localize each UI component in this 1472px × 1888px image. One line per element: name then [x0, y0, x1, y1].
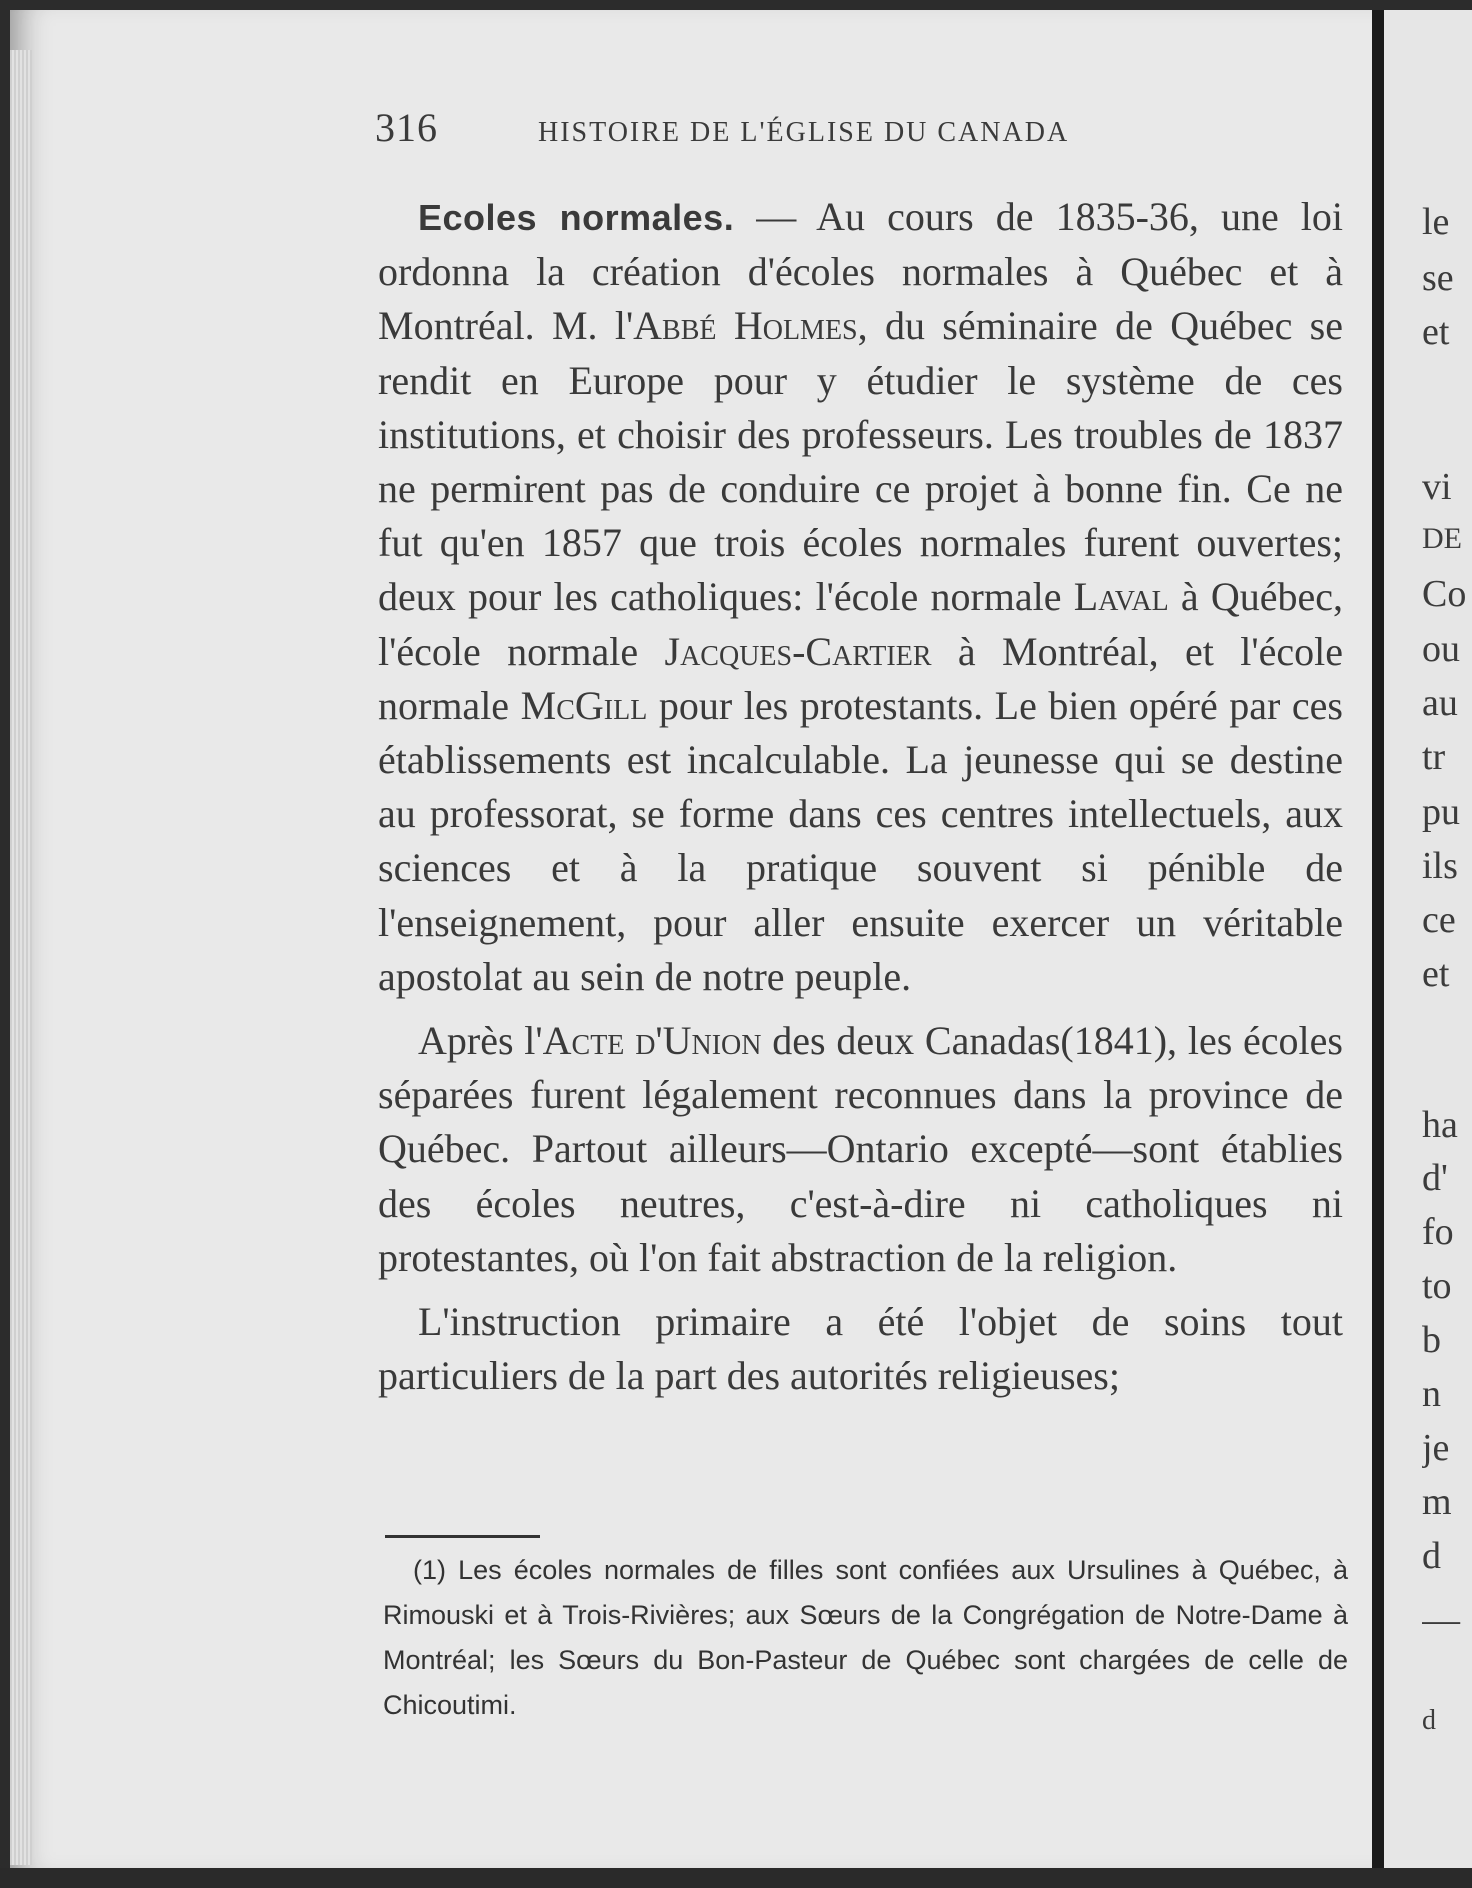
text-run: pour les protestants. Le bien opéré par ces établissements est incalculable. La jeunesse qui se destine au professorat, se forme dans ces centres intellectuels, aux sciences et à la pratique souvent si pénible de l'enseignement, pour aller ensuite exercer un véritable apostolat au sein de notre peuple. — [378, 682, 1343, 999]
text-run: , du séminaire de Québec se rendit en Europe pour y étudier le système de ces institutions, et choisir des professeurs. Les troubles de 1837 ne permirent pas de conduire ce projet à bonne fin. Ce ne fut qu'en 1857 que trois écoles normales furent ouvertes; deux pour les catholiques: l'école normale — [378, 303, 1344, 620]
right-page-fragment: d — [1422, 1705, 1436, 1736]
right-page-fragment: pu — [1422, 791, 1460, 833]
small-caps-name: Jacques-Cartier — [664, 628, 932, 674]
right-page-fragment: et — [1422, 953, 1450, 995]
paragraph-acte-union — [378, 1014, 1343, 1285]
right-page-fragment: DE — [1422, 522, 1462, 555]
text-run: à Montréal, et l'école normale — [378, 628, 1343, 728]
right-page-fragment: tr — [1422, 736, 1446, 778]
right-page-fragment: d' — [1422, 1157, 1448, 1199]
paragraph-instruction-primaire: L'instruction primaire a été l'objet de soins tout particuliers de la part des autorités religieuses; — [378, 1299, 1343, 1399]
footnote-text: (1) Les écoles normales de filles sont confiées aux Ursulines à Québec, à Rimouski et à Trois-Rivières; aux Sœurs de la Congrégation de Notre-Dame à Montréal; les Sœurs du Bon-Pasteur de Québec sont chargées de celle de Chicoutimi. — [383, 1555, 1348, 1720]
running-title: HISTOIRE DE L'ÉGLISE DU CANADA — [538, 117, 1070, 148]
right-page-fragment: ha — [1422, 1104, 1458, 1146]
right-page-fragment: le — [1422, 201, 1450, 243]
right-page-fragment: d — [1422, 1535, 1441, 1577]
right-page-fragment: n — [1422, 1373, 1441, 1415]
book-gutter — [1372, 10, 1384, 1868]
page-edge — [10, 50, 32, 1865]
body-text — [378, 190, 1343, 1403]
text-run: à Québec, l'école normale — [378, 574, 1343, 674]
right-page-fragment: vi — [1422, 466, 1452, 508]
right-page-fragment: m — [1422, 1481, 1452, 1523]
small-caps-name: Laval — [1073, 574, 1169, 620]
small-caps-name: Acte d'Union — [542, 1018, 762, 1064]
right-page-fragment: au — [1422, 682, 1458, 724]
right-page-fragment: et — [1422, 311, 1450, 353]
right-page-fragment: Co — [1422, 573, 1467, 615]
running-head — [375, 104, 1375, 151]
text-run: — Au cours de 1835-36, une loi ordonna la création d'écoles normales à Québec et à Montréal. M. l' — [378, 194, 1344, 349]
right-page-fragment: ou — [1422, 628, 1460, 670]
text-run: Après l' — [418, 1018, 543, 1064]
right-page-fragment: — — [1422, 1599, 1460, 1641]
right-page-fragment: se — [1422, 257, 1454, 299]
footnote-rule — [385, 1535, 540, 1538]
page-number: 316 — [375, 105, 438, 150]
small-caps-name: Abbé Holmes — [633, 303, 858, 349]
footnote — [383, 1548, 1348, 1728]
right-page-fragment: ils — [1422, 845, 1458, 887]
right-page-fragment: fo — [1422, 1211, 1454, 1253]
section-lead: Ecoles normales. — [418, 197, 735, 238]
scan-border — [0, 1868, 1472, 1888]
right-page-fragment: ce — [1422, 899, 1456, 941]
paragraph-ecoles-normales — [378, 190, 1343, 1004]
small-caps-name: McGill — [520, 682, 648, 728]
right-page-fragment: to — [1422, 1265, 1452, 1307]
right-page-fragment: je — [1422, 1427, 1450, 1469]
right-page-fragment: b — [1422, 1319, 1441, 1361]
text-run: des deux Canadas(1841), les écoles séparées furent légalement reconnues dans la province de Québec. Partout ailleurs—Ontario excepté—sont établies des écoles neutres, c'est-à-dire ni catholiques ni protestantes, où l'on fait abstraction de la religion. — [378, 1018, 1343, 1280]
